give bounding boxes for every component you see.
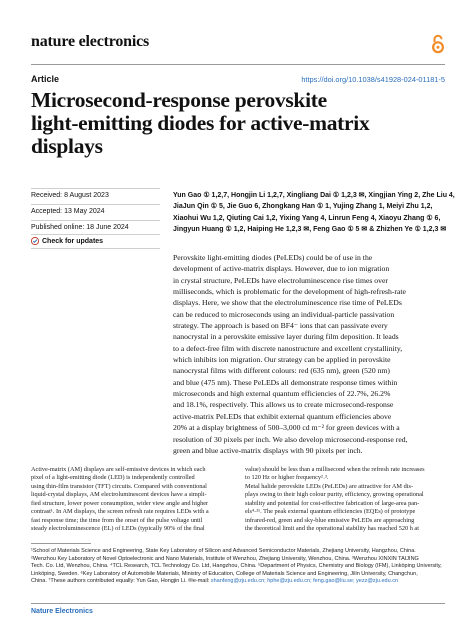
footnote-text: China. ⁷These authors contributed equally: Yun Gao, Hongjin Li. ✉e-mail: [31,578,211,585]
footnote-line: Tech. Co. Ltd, Wenzhou, China. ⁴TCL Research, TCL Technology Co. Ltd, Hangzhou, China. ⁵Department of Physics, Chemistry and Biology (IFM), Linköping University, [31,563,442,570]
body-line: stability and potential for cost-effective fabrication of large-area pan- [245,499,420,507]
abstract-line: nanocrystal in a perovskite emissive layer during film deposition. It leads [173,332,399,342]
body-line: fast response time; the time from the onset of the pulse voltage until [31,516,203,524]
abstract-line: which inhibits ion migration. Our strategy can be applied in perovskite [173,355,391,365]
meta-divider [31,204,160,205]
footnote-divider [31,543,91,544]
abstract-line: milliseconds, which is problematic for the development of high-refresh-rate [173,287,406,297]
footer-journal: Nature Electronics [31,608,93,615]
footnote-line [31,578,451,586]
meta-divider [31,188,160,189]
crossmark-icon [31,237,39,245]
author-line: Jingyun Huang ① 1,2, Haiping He 1,2,3 ✉, Feng Gao ① 5 ✉ & Zhizhen Ye ① 1,2,3 ✉ [173,226,447,234]
received-date: Received: 8 August 2023 [31,192,109,199]
abstract-line: Perovskite light-emitting diodes (PeLEDs) could be of use in the [173,253,373,262]
author-line: Yun Gao ① 1,2,7, Hongjin Li 1,2,7, Xingliang Dai ① 1,2,3 ✉, Xingjian Ying 2, Zhe Liu 4, [173,192,455,199]
title-line: displays [31,134,103,158]
author-line: Xiaohui Wu 1,2, Qiuting Cai 1,2, Yixing Yang 4, Linrun Feng 4, Xiaoyu Zhang ① 6, [173,214,441,222]
accepted-date: Accepted: 13 May 2024 [31,208,105,215]
header-divider [31,64,445,65]
body-line: contrast¹. In AM displays, the screen refresh rate requires LEDs with a [31,508,209,516]
abstract-line: development of active-matrix displays. However, due to ion migration [173,264,390,274]
body-line: using thin-film transistor (TFT) circuits. Compared with conventional [31,482,207,490]
abstract-line: nanocrystal films with different colours: red (635 nm), green (520 nm) [173,366,390,376]
abstract-line: resolution of 30 pixels per inch. We also develop microsecond-response red, [173,434,408,444]
meta-divider [31,220,160,221]
body-line: plays owing to their high colour purity, efficiency, growing operational [245,491,424,499]
abstract-line: to a defect-free film with discrete nanostructure and excellent crystallinity, [173,343,403,353]
body-column-right [245,466,456,534]
abstract-line: microseconds and high external quantum efficiencies of 22.7%, 26.2% [173,389,391,399]
body-line: the theoretical limit and the operational stability has reached 520 h at [245,525,419,533]
author-line: JiaJun Qin ① 5, Jie Guo 6, Zhongkang Han ① 1, Yujing Zhang 1, Meiyi Zhu 1,2, [173,203,433,211]
article-type: Article [31,74,60,84]
doi-link[interactable]: https://doi.org/10.1038/s41928-024-01181-5 [301,75,445,84]
abstract [173,252,450,456]
footnote-line: Linköping, Sweden. ⁶Key Laboratory of Automobile Materials, Ministry of Education, College of Materials Science and Engineering, Jilin University, Changchun, [31,570,418,577]
abstract-line: displays. Here, we show that the electroluminescence rise time of PeLEDs [173,298,402,308]
footer-divider [31,603,445,604]
body-line: Metal halide perovskite LEDs (PeLEDs) are attractive for AM dis- [245,482,414,490]
check-updates-label: Check for updates [42,237,104,245]
abstract-line: active-matrix PeLEDs that exhibit external quantum efficiencies above [173,411,392,421]
open-access-lock-icon[interactable] [431,34,445,54]
abstract-line: green and blue active-matrix displays with 90 pixels per inch. [173,445,363,455]
body-line: liquid-crystal displays, AM electroluminescent devices have a simpli- [31,491,207,499]
abstract-line: can be reduced to microseconds using an individual-particle passivation [173,309,395,319]
meta-divider [31,234,160,235]
abstract-line: and blue (475 nm). These PeLEDs all demonstrate response times within [173,377,398,387]
abstract-line: in crystal structure, PeLEDs have electroluminescence rise times over [173,275,388,285]
article-title [31,89,451,158]
body-line: els⁴˗¹¹. The peak external quantum efficiencies (EQEs) of prototype [245,508,416,516]
body-line: infrared-red, green and sky-blue emissive PeLEDs are approaching [245,516,415,524]
footnote-line: ¹School of Materials Science and Engineering, State Key Laboratory of Silicon and Advanced Semiconductor Materials, Zhejiang University, Hangzhou, China. [31,548,416,554]
body-column-left [31,466,242,534]
affiliation-footnotes [31,548,451,586]
journal-name: nature electronics [31,33,150,50]
abstract-line: 20% at a display brightness of 500–3,000 cd m⁻² for green devices with a [173,423,400,433]
body-line: Active-matrix (AM) displays are self-emissive devices in which each [31,466,206,473]
abstract-line: strategy. The approach is based on BF4⁻ ions that can passivate every [173,321,388,331]
body-line: value) should be less than a millisecond when the refresh rate increases [245,466,425,473]
email-links[interactable]: shanfeng@zju.edu.cn; hphe@zju.edu.cn; feng.gao@liu.se; yezz@zju.edu.cn [210,578,399,585]
meta-divider [31,248,160,249]
body-line: fied structure, lower power consumption, wider view angle and higher [31,499,209,507]
check-updates-button[interactable] [31,237,103,245]
title-line: light-emitting diodes for active-matrix [31,111,370,135]
abstract-line: and 18.1%, respectively. This allows us to create microsecond-response [173,400,394,410]
author-list [173,190,455,236]
body-line: to 120 Hz or higher frequency²˒³. [245,474,329,482]
body-line: pixel of a light-emitting diode (LED) is independently controlled [31,474,195,482]
footnote-line: ²Wenzhou Key Laboratory of Novel Optoelectronic and Nano Materials, Institute of Wenzhou, Zhejiang University, Wenzhou, China. ³Wenzhou XINXIN TAIJING [31,555,419,562]
published-date: Published online: 18 June 2024 [31,224,129,231]
body-line: steady electroluminescence (EL) of LEDs (typically 90% of the final [31,525,205,533]
title-line: Microsecond-response perovskite [31,88,327,112]
